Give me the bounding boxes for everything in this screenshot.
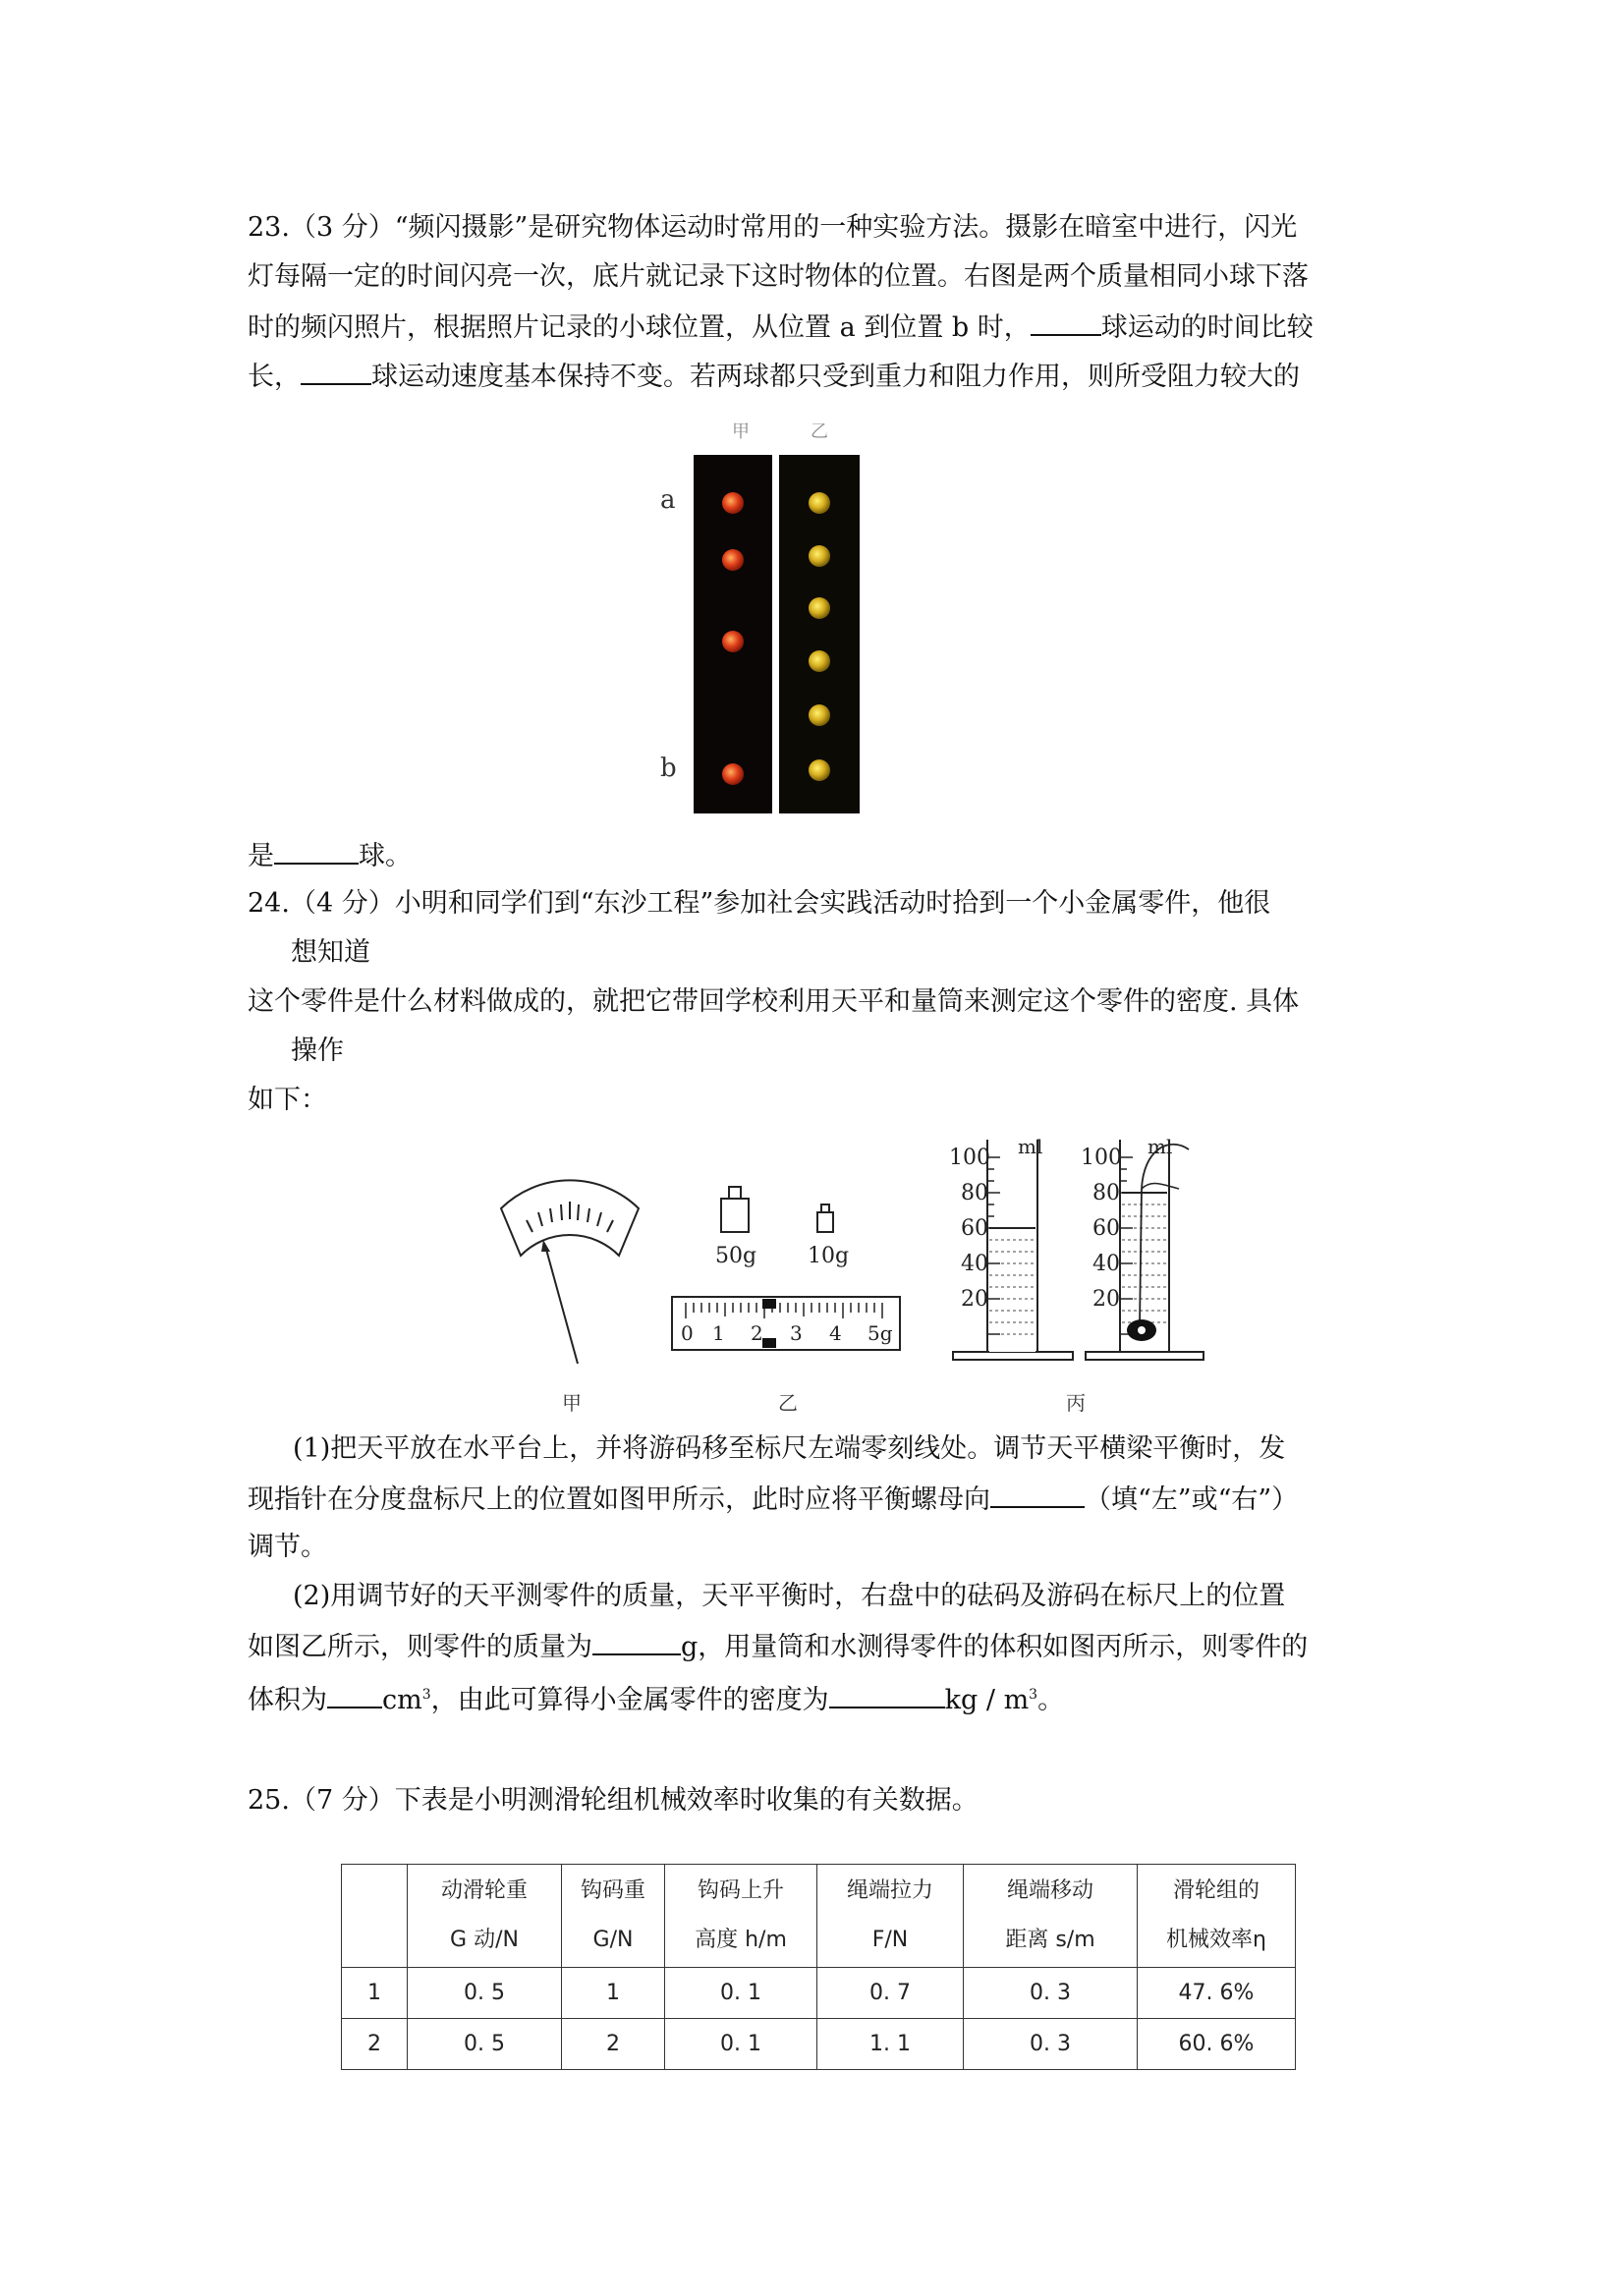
header-text: 滑轮组的 [1172,1878,1259,1903]
table-cell: 0. 5 [408,2019,562,2070]
balance-figures [491,1130,1208,1425]
scale-tick: 1 [712,1321,725,1345]
answer-blank[interactable] [990,1479,1085,1508]
fig-label-jia: 甲 [562,1391,582,1415]
cylinder-tick: 20 [1092,1287,1120,1312]
answer-blank[interactable] [327,1679,382,1708]
ball-yi [809,545,830,567]
q23-line-5 [248,835,1387,876]
q24-part2-line-2 [248,1626,1387,1667]
q23-line-3-text-b: 球运动的时间比较 [1100,312,1314,343]
table-cell: 47. 6% [1138,1968,1296,2019]
q23-line-3 [248,307,1387,348]
q24-part2-text-b: g，用量筒和水测得零件的体积如图丙所示，则零件的 [681,1632,1309,1662]
ball-jia [722,631,744,652]
pulley-data-table [341,1864,1296,2070]
measuring-cylinder-with-part [1081,1135,1203,1360]
table-cell: 2 [342,2019,408,2070]
q24-part1-line-2 [248,1479,1387,1520]
table-cell: 0. 3 [964,1968,1138,2019]
q24-part1-line-1: (1)把天平放在水平台上，并将游码移至标尺左端零刻线处。调节天平横梁平衡时，发 [293,1433,1286,1464]
fig-label-yi: 乙 [778,1391,798,1415]
label-yi: 乙 [811,421,828,442]
q23-line-3-text-a: 时的频闪照片，根据照片记录的小球位置，从位置 a 到位置 b 时， [248,312,1031,343]
ball-jia [722,492,744,514]
strobe-photo [648,418,884,820]
table-cell: 60. 6% [1138,2019,1296,2070]
header-text: G/N [592,1928,634,1952]
scale-tick: 3 [790,1321,803,1345]
q23-line-4-text-a: 长， [248,362,301,392]
scale-tick: 0 [681,1321,694,1345]
cylinder-unit: ml [1147,1135,1173,1158]
cylinder-tick: 40 [1092,1252,1120,1276]
cylinder-unit: ml [1018,1135,1043,1158]
table-cell: 0. 1 [665,1968,817,2019]
header-text: 动滑轮重 [440,1878,528,1903]
q25-line-1: 25.（7 分）下表是小明测滑轮组机械效率时收集的有关数据。 [248,1785,979,1816]
q24-part2-text-d: ，由此可算得小金属零件的密度为 [430,1685,829,1715]
ball-jia [722,763,744,785]
table-cell: 0. 3 [964,2019,1138,2070]
header-text: 绳端移动 [1006,1878,1093,1903]
cylinder-tick: 100 [949,1146,990,1170]
rider-scale [672,1297,900,1350]
scale-tick: 5g [867,1321,893,1345]
answer-blank[interactable] [274,835,359,865]
weight-10g: 10g [808,1244,850,1268]
fig-label-bing: 丙 [1066,1391,1086,1415]
table-row [342,1968,1296,2019]
weights-figure-yi [672,1187,900,1415]
answer-blank[interactable] [592,1626,681,1655]
table-cell: 1 [342,1968,408,2019]
q23-line-5-text-b: 球。 [359,841,412,871]
cylinder-tick: 80 [961,1181,988,1205]
ball-jia [722,549,744,571]
q24-part1-hint: （填“左”或“右”） [1085,1484,1299,1515]
answer-blank[interactable] [301,356,371,385]
cylinder-tick: 40 [961,1252,988,1276]
measuring-cylinder-water [949,1135,1073,1360]
q24-line-1b: 想知道 [291,937,370,968]
q24-part2-text: 如图乙所示，则零件的质量为 [248,1632,592,1662]
q24-part1-line-3: 调节。 [248,1532,327,1562]
q23-line-5-text-a: 是 [248,841,274,871]
unit-cm3: cm [382,1685,422,1715]
cylinder-tick: 60 [961,1216,988,1241]
rider [762,1299,776,1309]
q24-line-1: 24.（4 分）小明和同学们到“东沙工程”参加社会实践活动时拾到一个小金属零件，他很 [248,888,1271,919]
q24-line-2: 这个零件是什么材料做成的，就把它带回学校利用天平和量筒来测定这个零件的密度. 具体 [248,986,1300,1017]
answer-blank[interactable] [829,1679,945,1708]
table-cell: 0. 1 [665,2019,817,2070]
table-cell: 2 [562,2019,665,2070]
cylinder-tick: 100 [1081,1146,1122,1170]
table-header-cell [665,1865,817,1968]
cylinder-tick: 80 [1092,1181,1120,1205]
header-text: 钩码上升 [697,1878,784,1903]
weight-50g: 50g [715,1244,757,1268]
q24-line-3: 如下： [248,1085,327,1115]
table-header-cell [562,1865,665,1968]
cylinder-tick: 20 [961,1287,988,1312]
ball-yi [809,650,830,672]
header-text: 绳端拉力 [846,1878,933,1903]
header-text: G 动/N [450,1928,519,1952]
q24-part2-line-3 [248,1675,1387,1720]
table-header-cell [408,1865,562,1968]
ball-yi [809,492,830,514]
q24-part2-text-c: 体积为 [248,1685,327,1715]
header-text: 距离 s/m [1005,1928,1095,1952]
table-header-row [342,1865,1296,1968]
table-cell: 0. 5 [408,1968,562,2019]
q23-line-2: 灯每隔一定的时间闪亮一次，底片就记录下这时物体的位置。右图是两个质量相同小球下落 [248,261,1309,292]
cylinder-tick: 60 [1092,1216,1120,1241]
period: 。 [1037,1685,1065,1715]
unit-sup: 3 [1029,1687,1038,1703]
table-cell: 1. 1 [817,2019,964,2070]
ball-yi [809,704,830,726]
label-a: a [660,485,676,515]
ball-yi [809,759,830,781]
q23-line-1: 23.（3 分）“频闪摄影”是研究物体运动时常用的一种实验方法。摄影在暗室中进行，闪光 [248,212,1298,243]
table-cell: 0. 7 [817,1968,964,2019]
table-cell: 1 [562,1968,665,2019]
unit-sup: 3 [421,1687,431,1703]
q24-part1-text: 现指针在分度盘标尺上的位置如图甲所示，此时应将平衡螺母向 [248,1484,990,1515]
table-header-cell [342,1865,408,1968]
ball-yi [809,597,830,619]
q23-line-4-text-b: 球运动速度基本保持不变。若两球都只受到重力和阻力作用，则所受阻力较大的 [371,362,1300,392]
table-header-cell [1138,1865,1296,1968]
q23-line-4 [248,356,1387,397]
q24-line-2b: 操作 [291,1036,344,1066]
cylinders-figure-bing [949,1135,1203,1415]
balance-figures-svg [491,1130,1208,1425]
dial-figure-jia [501,1180,639,1415]
table-header-cell [964,1865,1138,1968]
table-row [342,2019,1296,2070]
scale-tick: 4 [829,1321,842,1345]
label-b: b [660,754,677,783]
q24-part2-line-1: (2)用调节好的天平测零件的质量，天平平衡时，右盘中的砝码及游码在标尺上的位置 [293,1581,1286,1611]
unit-kgm3: kg / m [944,1685,1030,1715]
strobe-photo-figure [648,418,884,820]
header-text: 机械效率η [1166,1928,1266,1952]
scale-tick: 2 [751,1321,763,1345]
header-text: 高度 h/m [695,1928,787,1952]
label-jia: 甲 [732,421,750,442]
header-text: 钩码重 [580,1878,645,1903]
answer-blank[interactable] [1031,307,1101,336]
header-text: F/N [871,1928,909,1952]
table-header-cell [817,1865,964,1968]
